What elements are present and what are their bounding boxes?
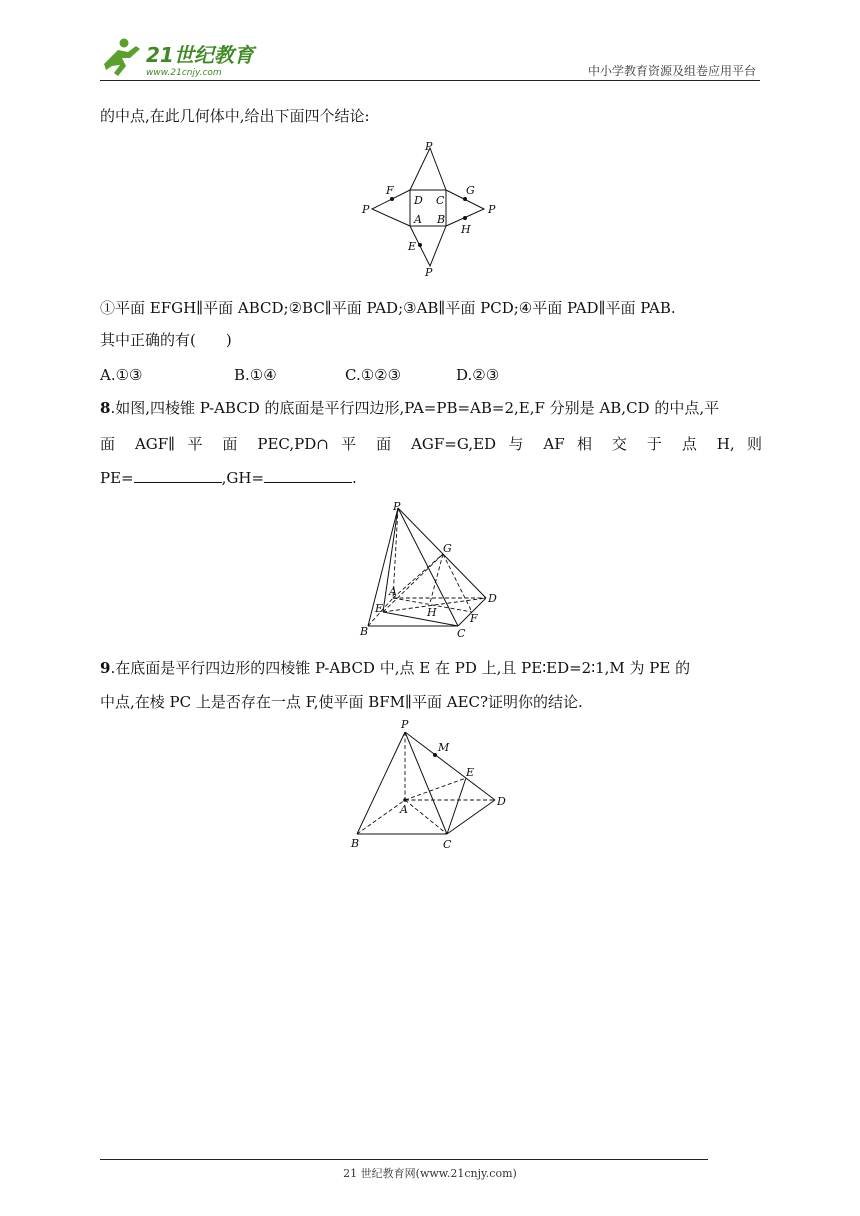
- q8-line3: PE= ,GH= .: [100, 469, 357, 487]
- figure-point-label: H: [461, 223, 471, 236]
- figure-point-label: P: [362, 203, 370, 216]
- figure-point-label: B: [351, 837, 360, 850]
- figure-point-label: D: [488, 592, 497, 605]
- figure-point-label: E: [466, 766, 475, 779]
- figure-point-label: C: [443, 838, 452, 851]
- option-b: B.①④: [234, 366, 277, 384]
- figure-point-label: A: [389, 585, 397, 598]
- figure-pyramid-q8: [355, 498, 505, 642]
- figure-point-label: F: [470, 612, 478, 625]
- q9-number: 9: [100, 659, 111, 677]
- site-logo: [96, 36, 266, 80]
- option-a: A.①③: [100, 366, 143, 384]
- figure-point-label: G: [443, 542, 452, 555]
- figure-point-label: B: [437, 213, 446, 226]
- figure-point-label: E: [375, 602, 384, 615]
- q8-line1: 8.如图,四棱锥 P-ABCD 的底面是平行四边形,PA=PB=AB=2,E,F 分别是 AB,CD 的中点,平: [100, 399, 720, 417]
- figure-point-label: P: [401, 718, 409, 731]
- figure-point-label: D: [414, 194, 423, 207]
- logo-url: www.21cnjy.com: [146, 68, 222, 78]
- statements-line: ①平面 EFGH∥平面 ABCD;②BC∥平面 PAD;③AB∥平面 PCD;④平面 PAD∥平面 PAB.: [100, 299, 676, 317]
- intro-line: 的中点,在此几何体中,给出下面四个结论:: [100, 107, 370, 125]
- option-d: D.②③: [456, 366, 500, 384]
- figure-point-label: P: [425, 266, 433, 279]
- q8-number: 8: [100, 399, 111, 417]
- option-c: C.①②③: [345, 366, 402, 384]
- figure-unfolded-pyramid: [360, 138, 500, 280]
- footer-text: 21 世纪教育网(www.21cnjy.com): [343, 1167, 517, 1180]
- figure-point-label: G: [466, 184, 475, 197]
- figure-point-label: C: [457, 627, 466, 640]
- runner-icon: [104, 39, 140, 77]
- figure-point-label: P: [425, 140, 433, 153]
- question-line: 其中正确的有( ): [100, 331, 232, 349]
- figure-point-label: A: [414, 213, 422, 226]
- header-divider: [100, 80, 760, 81]
- q8-line2: 面 AGF∥ 平 面 PEC,PD∩ 平 面 AGF=G,ED 与 AF 相 交 于 点 H, 则: [100, 435, 762, 453]
- q9-line2: 中点,在棱 PC 上是否存在一点 F,使平面 BFM∥平面 AEC?证明你的结论.: [100, 693, 583, 711]
- answer-blank-gh[interactable]: [264, 468, 352, 483]
- figure-point-label: A: [400, 803, 408, 816]
- figure-pyramid-q9: [345, 716, 515, 856]
- figure-point-label: P: [393, 500, 401, 513]
- figure-point-label: C: [436, 194, 445, 207]
- footer-divider: [100, 1159, 708, 1160]
- figure-point-label: P: [488, 203, 496, 216]
- q9-line1: 9.在底面是平行四边形的四棱锥 P-ABCD 中,点 E 在 PD 上,且 PE∶ED=2∶1,M 为 PE 的: [100, 659, 691, 677]
- figure-point-label: M: [438, 741, 450, 754]
- figure-point-label: H: [427, 606, 437, 619]
- logo-text: 21世纪教育: [146, 43, 254, 67]
- header-platform-name: 中小学教育资源及组卷应用平台: [587, 64, 756, 78]
- figure-point-label: D: [497, 795, 506, 808]
- figure-point-label: E: [408, 240, 417, 253]
- answer-blank-pe[interactable]: [134, 468, 222, 483]
- figure-point-label: B: [360, 625, 369, 638]
- figure-point-label: F: [386, 184, 394, 197]
